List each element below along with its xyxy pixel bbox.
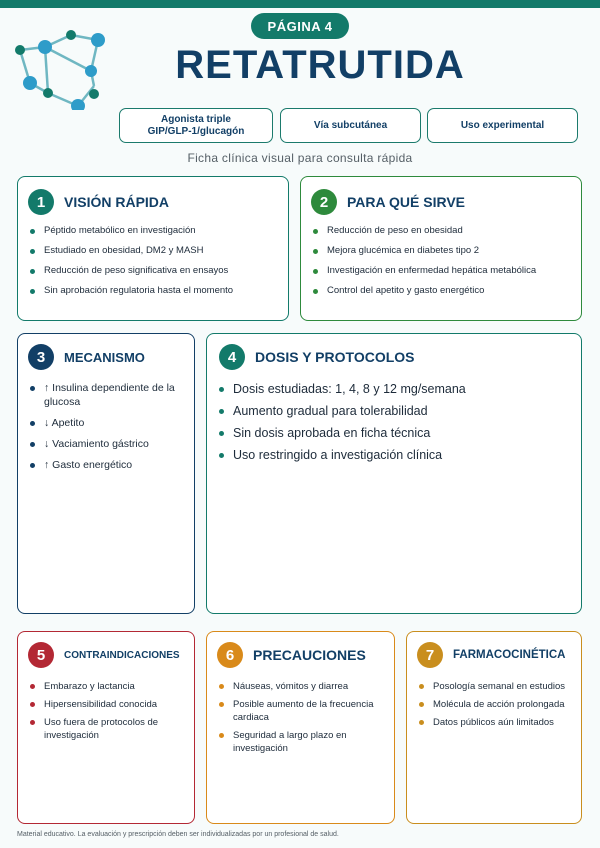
page-number-badge: PÁGINA 4 bbox=[251, 13, 349, 39]
section-contraindicaciones bbox=[17, 631, 195, 824]
section-title: PARA QUÉ SIRVE bbox=[347, 194, 465, 210]
section-number: 1 bbox=[28, 189, 54, 215]
top-accent-bar bbox=[0, 0, 600, 8]
section-title: DOSIS Y PROTOCOLOS bbox=[255, 349, 415, 365]
list-item: Investigación en enfermedad hepática metabólica bbox=[313, 265, 536, 276]
section-number: 5 bbox=[28, 642, 54, 668]
section-number: 6 bbox=[217, 642, 243, 668]
list-item: Reducción de peso significativa en ensayos bbox=[30, 265, 233, 276]
list-item: Datos públicos aún limitados bbox=[419, 716, 571, 729]
section-para-que-sirve bbox=[300, 176, 582, 321]
section-vision-rapida bbox=[17, 176, 289, 321]
list-item: ↑ Insulina dependiente de la glucosa bbox=[30, 381, 180, 409]
tag-mechanism-class: Agonista triple GIP/GLP-1/glucagón bbox=[119, 108, 273, 143]
list-item: Mejora glucémica en diabetes tipo 2 bbox=[313, 245, 536, 256]
section-precauciones bbox=[206, 631, 395, 824]
section-number: 7 bbox=[417, 642, 443, 668]
list-item: Dosis estudiadas: 1, 4, 8 y 12 mg/semana bbox=[219, 381, 466, 397]
section-number: 2 bbox=[311, 189, 337, 215]
section-mecanismo bbox=[17, 333, 195, 614]
list-item: Hipersensibilidad conocida bbox=[30, 698, 180, 711]
list-item: Uso restringido a investigación clínica bbox=[219, 447, 466, 463]
list-item: Seguridad a largo plazo en investigación bbox=[219, 729, 381, 755]
list-item: ↓ Apetito bbox=[30, 416, 180, 430]
list-item: ↑ Gasto energético bbox=[30, 458, 180, 472]
section-number: 3 bbox=[28, 344, 54, 370]
molecule-icon bbox=[12, 26, 112, 110]
tag-status: Uso experimental bbox=[427, 108, 578, 143]
list-item: Uso fuera de protocolos de investigación bbox=[30, 716, 180, 742]
section-dosis-protocolos bbox=[206, 333, 582, 614]
list-item: Aumento gradual para tolerabilidad bbox=[219, 403, 466, 419]
section-title: CONTRAINDICACIONES bbox=[64, 649, 180, 661]
subtitle: Ficha clínica visual para consulta rápida bbox=[187, 151, 413, 165]
list-item: Estudiado en obesidad, DM2 y MASH bbox=[30, 245, 233, 256]
list-item: Sin aprobación regulatoria hasta el momento bbox=[30, 285, 233, 296]
footer-disclaimer: Material educativo. La evaluación y prescripción deben ser individualizadas por un profesional de salud. bbox=[17, 831, 339, 838]
list-item: Sin dosis aprobada en ficha técnica bbox=[219, 425, 466, 441]
list-item: Molécula de acción prolongada bbox=[419, 698, 571, 711]
section-title: PRECAUCIONES bbox=[253, 647, 366, 663]
list-item: ↓ Vaciamiento gástrico bbox=[30, 437, 180, 451]
section-farmacocinetica bbox=[406, 631, 582, 824]
list-item: Reducción de peso en obesidad bbox=[313, 225, 536, 236]
tag-route: Vía subcutánea bbox=[280, 108, 421, 143]
page-title: RETATRUTIDA bbox=[175, 43, 465, 87]
list-item: Náuseas, vómitos y diarrea bbox=[219, 680, 381, 693]
list-item: Posología semanal en estudios bbox=[419, 680, 571, 693]
section-title: FARMACOCINÉTICA bbox=[453, 649, 566, 661]
list-item: Péptido metabólico en investigación bbox=[30, 225, 233, 236]
list-item: Embarazo y lactancia bbox=[30, 680, 180, 693]
section-number: 4 bbox=[219, 344, 245, 370]
section-title: MECANISMO bbox=[64, 349, 145, 365]
list-item: Posible aumento de la frecuencia cardiaca bbox=[219, 698, 381, 724]
section-title: VISIÓN RÁPIDA bbox=[64, 194, 170, 210]
list-item: Control del apetito y gasto energético bbox=[313, 285, 536, 296]
